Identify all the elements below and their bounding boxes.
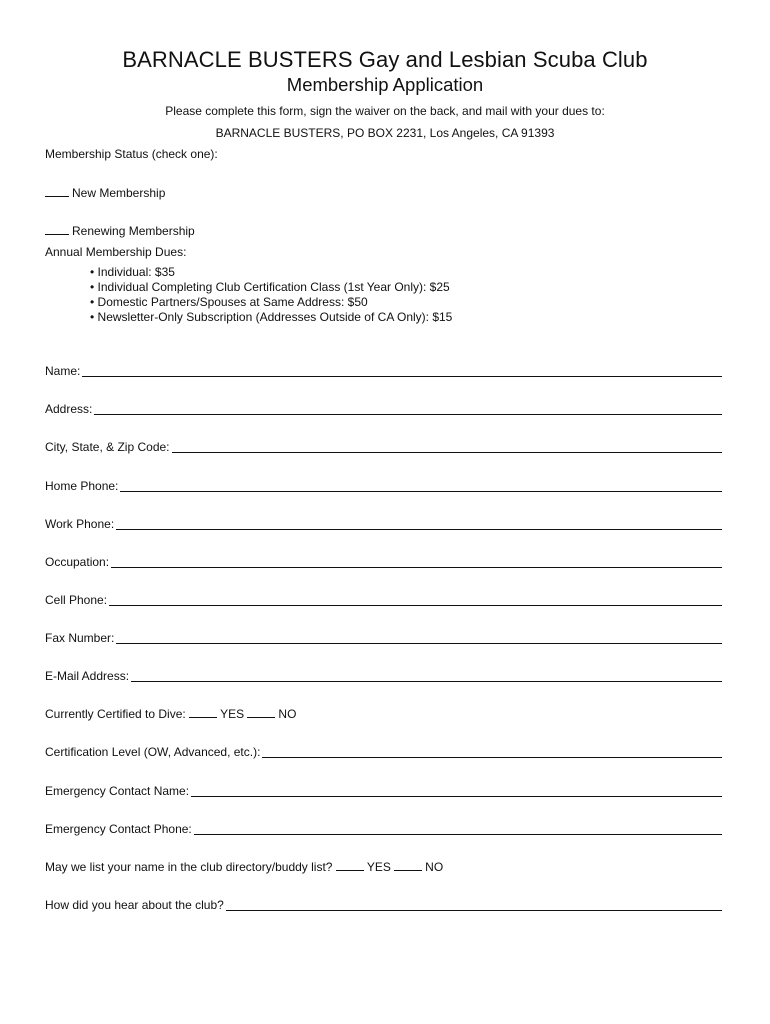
directory-label: May we list your name in the club directory/buddy list? (45, 860, 333, 874)
certified-no-label: NO (278, 707, 297, 721)
instructions-text: Please complete this form, sign the waiver on the back, and mail with your dues to: (165, 104, 605, 118)
page-title: BARNACLE BUSTERS Gay and Lesbian Scuba Club (122, 47, 648, 72)
emergency-contact-name-field[interactable] (45, 782, 722, 798)
home-phone-input-line[interactable] (120, 491, 722, 492)
renewing-membership-checkline[interactable] (45, 223, 69, 235)
dues-list (90, 265, 452, 325)
mailing-address: BARNACLE BUSTERS, PO BOX 2231, Los Angeles, CA 91393 (215, 126, 555, 140)
email-input-line[interactable] (131, 681, 722, 682)
dues-item-newsletter-only: • Newsletter-Only Subscription (Addresses Outside of CA Only): $15 (90, 310, 453, 324)
dues-item-certification-class: • Individual Completing Club Certification Class (1st Year Only): $25 (90, 280, 450, 294)
home-phone-label: Home Phone: (45, 479, 119, 493)
cell-phone-field[interactable] (45, 591, 722, 607)
address-label: Address: (45, 402, 93, 416)
membership-status-heading: Membership Status (check one): (45, 147, 218, 161)
address-field[interactable] (45, 400, 722, 416)
fax-number-field[interactable] (45, 629, 722, 645)
fax-number-input-line[interactable] (116, 643, 722, 644)
heard-about-club-field[interactable] (45, 896, 722, 912)
directory-no-checkline[interactable] (394, 859, 422, 871)
directory-listing-row (45, 859, 443, 874)
occupation-field[interactable] (45, 553, 722, 569)
heard-about-club-label: How did you hear about the club? (45, 898, 224, 912)
certified-yes-label: YES (220, 707, 245, 721)
email-label: E-Mail Address: (45, 669, 130, 683)
city-state-zip-field[interactable] (45, 438, 722, 454)
dues-item-domestic-partners: • Domestic Partners/Spouses at Same Address: $50 (90, 295, 368, 309)
emergency-contact-phone-field[interactable] (45, 820, 722, 836)
name-input-line[interactable] (82, 376, 722, 377)
certified-yes-checkline[interactable] (189, 706, 217, 718)
cell-phone-label: Cell Phone: (45, 593, 108, 607)
work-phone-label: Work Phone: (45, 517, 115, 531)
city-state-zip-label: City, State, & Zip Code: (45, 440, 170, 454)
renewing-membership-label: Renewing Membership (72, 224, 195, 238)
certified-no-checkline[interactable] (247, 706, 275, 718)
occupation-label: Occupation: (45, 555, 110, 569)
new-membership-option[interactable] (45, 185, 165, 200)
fax-number-label: Fax Number: (45, 631, 115, 645)
new-membership-label: New Membership (72, 186, 166, 200)
name-label: Name: (45, 364, 81, 378)
cell-phone-input-line[interactable] (109, 605, 722, 606)
occupation-input-line[interactable] (111, 567, 722, 568)
name-field[interactable] (45, 362, 722, 378)
city-state-zip-input-line[interactable] (172, 452, 723, 453)
dues-item-individual: • Individual: $35 (90, 265, 175, 279)
email-field[interactable] (45, 667, 722, 683)
directory-yes-checkline[interactable] (336, 859, 364, 871)
address-input-line[interactable] (94, 414, 722, 415)
heard-about-club-input-line[interactable] (226, 910, 722, 911)
annual-dues-heading: Annual Membership Dues: (45, 245, 187, 259)
new-membership-checkline[interactable] (45, 185, 69, 197)
emergency-contact-name-input-line[interactable] (191, 796, 722, 797)
emergency-contact-phone-input-line[interactable] (194, 834, 722, 835)
page-subtitle: Membership Application (286, 74, 484, 95)
emergency-contact-name-label: Emergency Contact Name: (45, 784, 190, 798)
directory-no-label: NO (425, 860, 444, 874)
certification-level-field[interactable] (45, 743, 722, 759)
home-phone-field[interactable] (45, 477, 722, 493)
certified-to-dive-row (45, 706, 296, 721)
renewing-membership-option[interactable] (45, 223, 195, 238)
certification-level-label: Certification Level (OW, Advanced, etc.): (45, 745, 261, 759)
directory-yes-label: YES (366, 860, 391, 874)
emergency-contact-phone-label: Emergency Contact Phone: (45, 822, 192, 836)
certified-label: Currently Certified to Dive: (45, 707, 186, 721)
certification-level-input-line[interactable] (262, 757, 722, 758)
work-phone-input-line[interactable] (116, 529, 722, 530)
work-phone-field[interactable] (45, 515, 722, 531)
